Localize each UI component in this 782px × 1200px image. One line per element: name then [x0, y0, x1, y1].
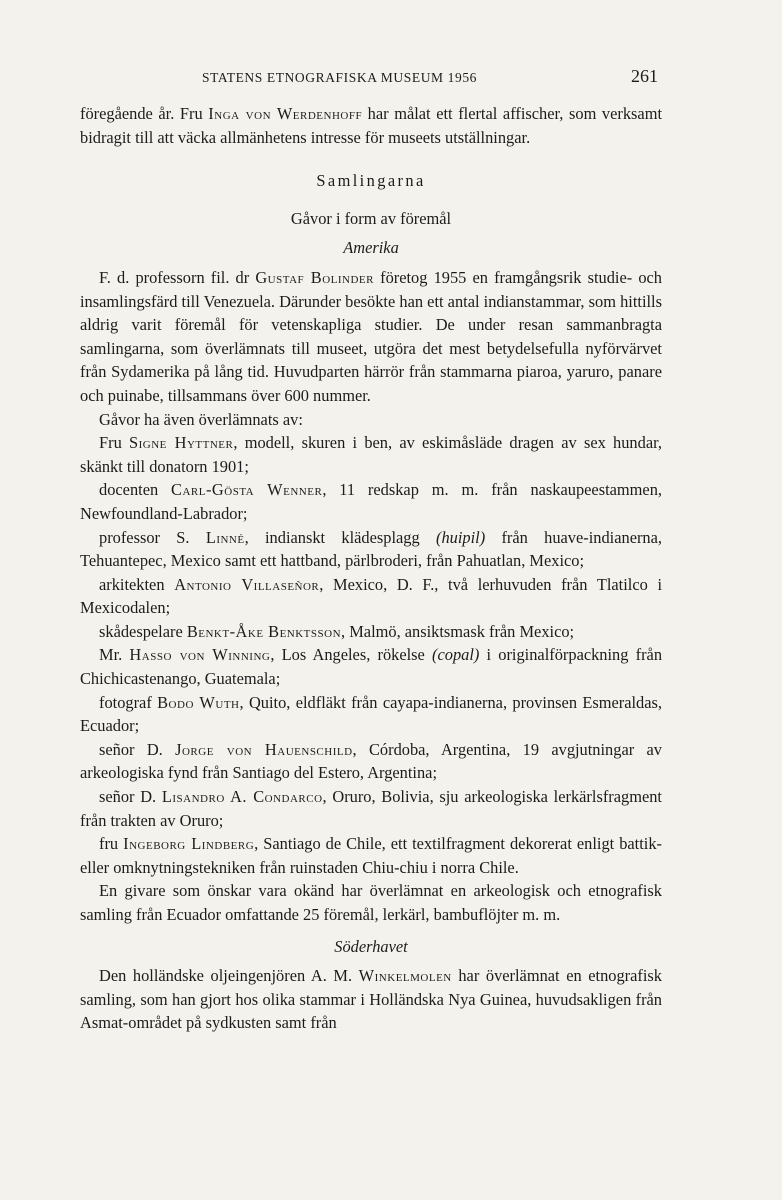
paragraph-lindberg	[80, 832, 662, 879]
text-span: , Córdoba, Argentina, 19 avgjutningar av arkeologiska fynd från Santiago del Estero, Argentina;	[80, 739, 662, 783]
text-span: arkitekten	[99, 574, 175, 594]
text-span: har överlämnat en etnografisk samling, som han gjort hos olika stammar i Holländska Nya Guinea, huvudsakligen från Asmat-området på sydkusten samt från	[80, 966, 662, 1033]
person-name: Linné	[205, 527, 245, 547]
section-subtitle: Gåvor i form av föremål	[290, 208, 452, 228]
paragraph-winning	[80, 643, 662, 690]
text-span: docenten	[99, 480, 172, 500]
paragraph-villasenor	[80, 573, 662, 620]
paragraph-bolinder	[80, 266, 662, 408]
body-text	[80, 102, 662, 1035]
text-span: skådespelare	[99, 621, 187, 641]
running-title: STATENS ETNOGRAFISKA MUSEUM 1956	[202, 70, 478, 85]
text-span: señor D.	[99, 739, 176, 759]
paragraph-benktsson	[80, 620, 662, 644]
person-name: Hasso von Winning	[129, 645, 271, 665]
paragraph-hauenschild	[80, 738, 662, 785]
paragraph-hyttner	[80, 431, 662, 478]
text-span: professor S.	[99, 527, 206, 547]
text-span: fotograf	[99, 692, 158, 712]
text-span: , Los Angeles, rökelse	[270, 645, 433, 665]
text-span: företog 1955 en framgångsrik studie- och insamlingsfärd till Venezuela. Därunder besökte han ett antal indianstammar, som hittills aldrig varit föremål för vetenskapliga studier. De under resan sammanbragta samlingarna, som överlämnats till museet, utgöra det mest betydelsefulla nyförvärvet från Sydamerika på lång tid. Huvudparten härrör från stammarna piaroa, yaruro, panare och puinabe, tillsammans över 600 nummer.	[80, 267, 662, 405]
intro-paragraph	[80, 102, 662, 149]
text-span: har målat ett flertal affischer, som verksamt bidragit till att väcka allmänhetens intresse för museets utställningar.	[80, 104, 662, 147]
person-name: Winkelmolen	[358, 966, 452, 986]
italic-term: (copal)	[432, 645, 480, 665]
person-name: Carl-Gösta Wenner	[171, 480, 323, 500]
person-name: Jorge von Hauenschild	[175, 739, 353, 759]
person-name: Bodo Wuth	[157, 692, 240, 712]
person-name: Gustaf Bolinder	[255, 267, 374, 287]
page-number: 261	[631, 66, 658, 86]
person-name: Signe Hyttner	[129, 433, 234, 453]
text-span: , Quito, eldfläkt från cayapa-indianerna, provinsen Esmeraldas, Ecuador;	[80, 692, 662, 736]
person-name: Inga von Werdenhoff	[208, 104, 363, 123]
text-span: , modell, skuren i ben, av eskimåsläde dragen av sex hundar, skänkt till donatorn 1901;	[80, 433, 662, 476]
text-span: , Santiago de Chile, ett textilfragment dekorerat enligt battik- eller omknytningstekniken från ruinstaden Chiu-chiu i norra Chile.	[80, 834, 662, 877]
paragraph-wuth	[80, 691, 662, 738]
region-heading-amerika: Amerika	[343, 238, 399, 258]
text-span: , 11 redskap m. m. från naskaupeestammen, Newfoundland-Labrador;	[80, 480, 662, 523]
text-span: Den holländske oljeingenjören A. M.	[99, 966, 359, 986]
region-heading-soderhavet: Söderhavet	[334, 936, 408, 956]
paragraph-wenner	[80, 478, 662, 525]
text-span: föregående år. Fru	[80, 104, 209, 123]
text-span: , indianskt klädesplagg	[244, 527, 436, 547]
paragraph-anonymous-donor: En givare som önskar vara okänd har överlämnat en arkeologisk och etnografisk samling från Ecuador omfattande 25 föremål, lerkärl, bambuflöjter m. m.	[80, 881, 662, 924]
text-span: , Malmö, ansiktsmask från Mexico;	[341, 621, 575, 641]
paragraph-gifts-intro: Gåvor ha även överlämnats av:	[99, 409, 303, 429]
text-span: Fru	[99, 433, 130, 453]
person-name: Ingeborg Lindberg	[123, 834, 255, 854]
text-span: i originalförpackning från Chichicastenango, Guatemala;	[80, 645, 663, 689]
text-span: , Oruro, Bolivia, sju arkeologiska lerkärlsfragment från trakten av Oruro;	[80, 787, 662, 830]
text-span: Mr.	[99, 645, 130, 665]
text-span: fru	[99, 834, 124, 854]
person-name: Antonio Villaseñor	[174, 574, 320, 594]
italic-term: (huipil)	[435, 527, 486, 547]
page-header	[80, 66, 660, 92]
section-title: Samlingarna	[316, 171, 426, 191]
paragraph-condarco	[80, 785, 662, 832]
text-span: F. d. professorn fil. dr	[99, 267, 256, 287]
text-span: señor D.	[99, 787, 162, 807]
text-span: från huave-indianerna, Tehuantepec, Mexico samt ett hattband, pärlbroderi, från Pahuatlan, Mexico;	[80, 527, 662, 571]
paragraph-winkelmolen	[80, 964, 662, 1035]
paragraph-linne	[80, 526, 662, 573]
person-name: Lisandro A. Condarco	[161, 787, 323, 807]
text-span: , Mexico, D. F., två lerhuvuden från Tlatilco i Mexicodalen;	[80, 574, 662, 618]
person-name: Benkt-Åke Benktsson	[186, 621, 342, 641]
